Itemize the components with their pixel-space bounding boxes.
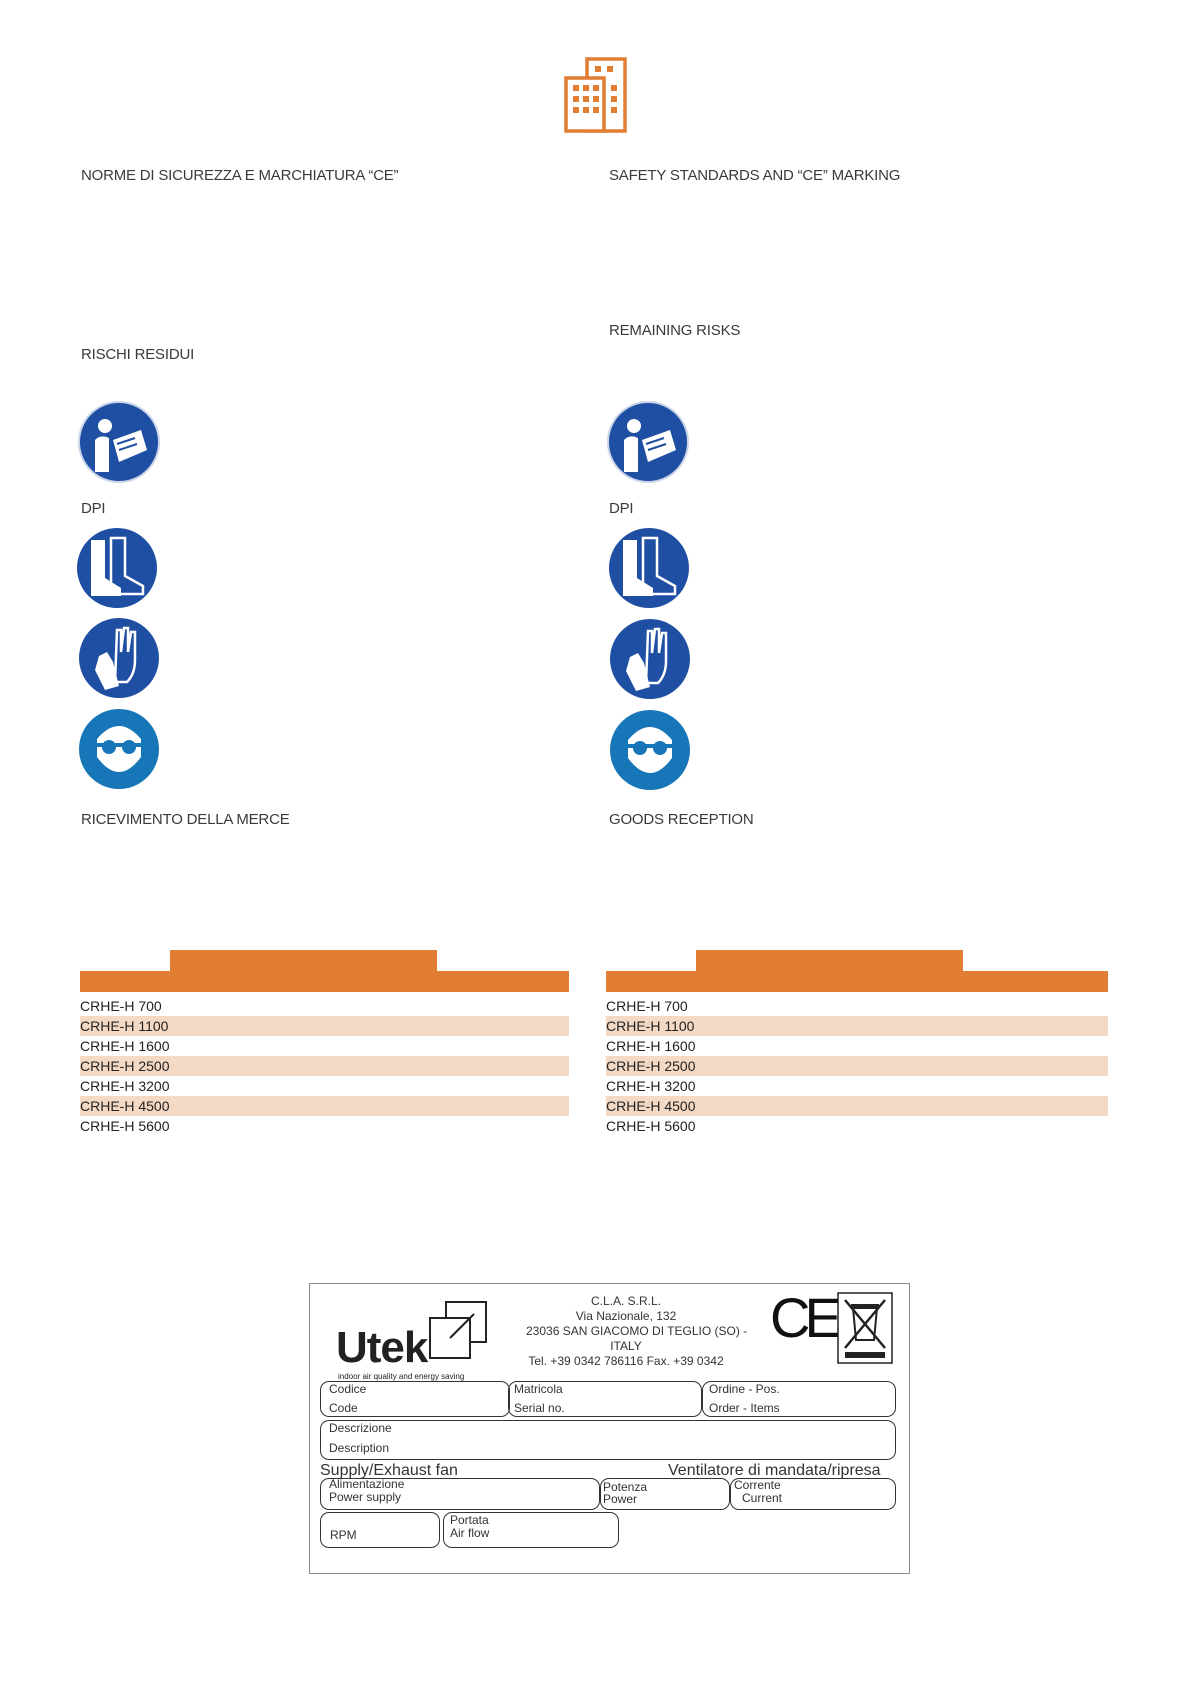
rpm-label: RPM	[330, 1528, 357, 1542]
power-label-it: Potenza	[603, 1480, 648, 1494]
reception-heading-en: GOODS RECEPTION	[609, 811, 754, 828]
protective-gloves-icon	[77, 616, 161, 700]
power-supply-label-en: Power supply	[329, 1490, 402, 1504]
table-row: CRHE-H 700	[606, 998, 688, 1014]
description-label-it: Descrizione	[329, 1421, 392, 1435]
order-label-it: Ordine - Pos.	[709, 1382, 780, 1396]
table-header-tab	[696, 950, 963, 972]
safety-goggles-icon	[608, 708, 692, 792]
table-header-bar	[80, 971, 569, 992]
reception-heading-it: RICEVIMENTO DELLA MERCE	[81, 811, 290, 828]
dpi-heading-en: DPI	[609, 500, 634, 517]
table-header-bar	[606, 971, 1108, 992]
code-label-it: Codice	[329, 1382, 367, 1396]
company-line: 23036 SAN GIACOMO DI TEGLIO (SO) -	[526, 1324, 748, 1338]
table-row: CRHE-H 4500	[80, 1096, 569, 1116]
fan-type-it: Ventilatore di mandata/ripresa	[668, 1462, 881, 1479]
safety-boots-icon	[607, 526, 691, 610]
building-icon	[563, 56, 629, 134]
company-line: ITALY	[610, 1339, 642, 1353]
safety-boots-icon	[75, 526, 159, 610]
power-label-en: Power	[603, 1492, 638, 1506]
company-line: C.L.A. S.R.L.	[590, 1294, 662, 1308]
table-row: CRHE-H 3200	[80, 1078, 170, 1094]
table-row: CRHE-H 1100	[80, 1016, 569, 1036]
current-label-it: Corrente	[734, 1478, 781, 1492]
weee-bin-icon	[837, 1292, 893, 1364]
serial-label-it: Matricola	[514, 1382, 563, 1396]
table-row: CRHE-H 4500	[606, 1096, 1108, 1116]
table-row: CRHE-H 1100	[606, 1016, 1108, 1036]
logo-squares-icon	[420, 1298, 490, 1368]
dpi-heading-it: DPI	[81, 500, 106, 517]
company-line: Tel. +39 0342 786116 Fax. +39 0342	[528, 1354, 724, 1368]
code-label-en: Code	[329, 1401, 358, 1415]
risks-heading-en: REMAINING RISKS	[609, 322, 741, 339]
air-flow-label-en: Air flow	[450, 1526, 490, 1540]
power-supply-label-it: Alimentazione	[329, 1477, 405, 1491]
safety-heading-en: SAFETY STANDARDS AND “CE” MARKING	[609, 167, 901, 184]
table-row: CRHE-H 3200	[606, 1078, 696, 1094]
fan-type-en: Supply/Exhaust fan	[320, 1462, 458, 1479]
read-manual-icon	[606, 400, 690, 484]
table-header-tab	[170, 950, 437, 972]
current-label-en: Current	[742, 1491, 783, 1505]
brand-logo: Utek	[336, 1323, 428, 1372]
protective-gloves-icon	[608, 617, 692, 701]
description-field	[320, 1420, 896, 1460]
safety-heading-it: NORME DI SICUREZZA E MARCHIATURA “CE”	[81, 167, 399, 184]
table-row: CRHE-H 5600	[606, 1118, 696, 1134]
table-row: CRHE-H 700	[80, 998, 162, 1014]
table-row: CRHE-H 1600	[80, 1038, 170, 1054]
brand-tagline: indoor air quality and energy saving	[338, 1372, 465, 1381]
risks-heading-it: RISCHI RESIDUI	[81, 346, 195, 363]
company-line: Via Nazionale, 132	[575, 1309, 677, 1323]
air-flow-label-it: Portata	[450, 1513, 489, 1527]
serial-label-en: Serial no.	[514, 1401, 565, 1415]
table-row: CRHE-H 2500	[80, 1056, 569, 1076]
description-label-en: Description	[329, 1441, 390, 1455]
safety-goggles-icon	[77, 707, 161, 791]
order-label-en: Order - Items	[709, 1401, 780, 1415]
rating-plate	[309, 1283, 910, 1574]
read-manual-icon	[77, 400, 161, 484]
table-row: CRHE-H 5600	[80, 1118, 170, 1134]
ce-mark: CE	[770, 1286, 836, 1349]
table-row: CRHE-H 1600	[606, 1038, 696, 1054]
table-row: CRHE-H 2500	[606, 1056, 1108, 1076]
